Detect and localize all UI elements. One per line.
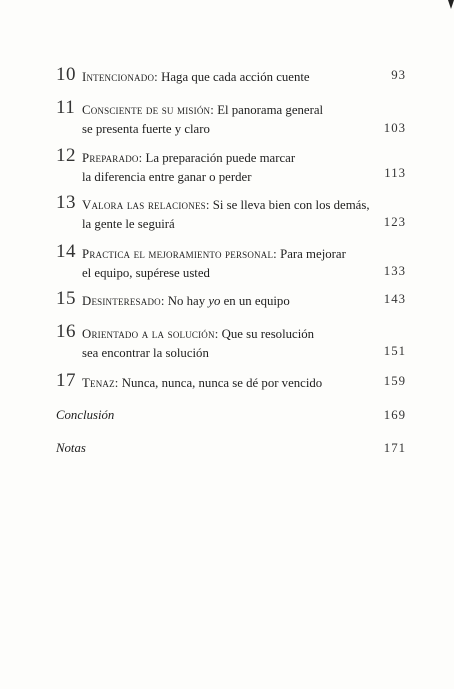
chapter-heading: Intencionado: [82,70,158,84]
chapter-title [82,292,372,311]
chapter-title [82,325,372,363]
page-number: 113 [384,166,406,180]
page-number: 151 [383,344,406,358]
chapter-heading: Desinteresado: [82,294,165,308]
chapter-number: 15 [56,288,76,309]
page-number: 133 [383,264,406,278]
page-number: 143 [383,292,406,306]
chapter-number: 16 [56,321,76,342]
chapter-title [82,374,372,393]
chapter-title [82,68,372,87]
chapter-title [82,245,372,283]
chapter-subtitle-line2: se presenta fuerte y claro [82,122,210,136]
chapter-subtitle-italic: yo [208,294,221,308]
page-number: 103 [383,121,406,135]
chapter-heading: Orientado a la solución: [82,327,219,341]
chapter-subtitle-part: en un equipo [220,294,290,308]
chapter-number: 17 [56,370,76,391]
back-matter-label: Conclusión [56,408,115,422]
chapter-number: 13 [56,192,76,213]
chapter-subtitle: Que su resolución [218,327,315,341]
chapter-heading: Consciente de su misión: [82,103,214,117]
chapter-title [82,196,372,234]
corner-mark [448,0,454,9]
chapter-subtitle: Haga que cada acción cuente [157,70,310,84]
chapter-subtitle-line2: la diferencia entre ganar o perder [82,170,252,184]
chapter-subtitle-line2: sea encontrar la solución [82,346,209,360]
chapter-heading: Tenaz: [82,376,119,390]
chapter-number: 12 [56,145,76,166]
page-number: 169 [383,408,406,422]
page-number: 93 [391,68,406,82]
back-matter-label: Notas [56,441,86,455]
chapter-subtitle-line2: el equipo, supérese usted [82,266,210,280]
chapter-subtitle: Si se lleva bien con los demás, [209,198,370,212]
chapter-number: 10 [56,64,76,85]
chapter-subtitle: Nunca, nunca, nunca se dé por vencido [118,376,323,390]
chapter-heading: Preparado: [82,151,143,165]
chapter-subtitle: La preparación puede marcar [142,151,296,165]
page-number: 123 [383,215,406,229]
chapter-subtitle-part: No hay [164,294,209,308]
chapter-heading: Valora las relaciones: [82,198,210,212]
chapter-number: 11 [56,97,76,118]
chapter-heading: Practica el mejoramiento personal: [82,247,277,261]
chapter-subtitle-line2: la gente le seguirá [82,217,175,231]
chapter-title [82,149,372,187]
chapter-subtitle: Para mejorar [276,247,346,261]
chapter-number: 14 [56,241,76,262]
page-number: 171 [383,441,406,455]
page-number: 159 [383,374,406,388]
chapter-title [82,101,372,139]
chapter-subtitle: El panorama general [214,103,324,117]
